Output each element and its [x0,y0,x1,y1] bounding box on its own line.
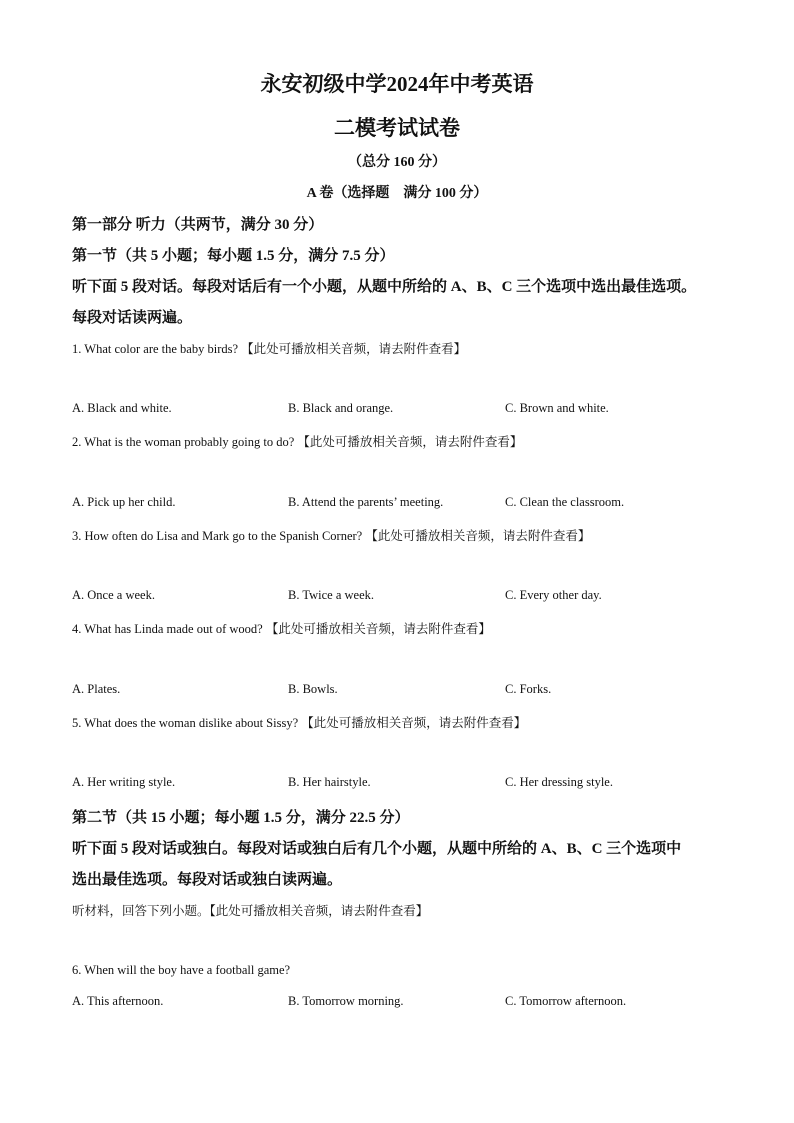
paper-a-heading: A 卷（选择题 满分 100 分） [306,186,488,201]
option-b: B. Twice a week. [288,588,375,602]
option-a: A. Plates. [72,682,121,696]
section2-heading: 第二节（共 15 小题；每小题 1.5 分，满分 22.5 分） [72,810,410,826]
question-stem: 2. What is the woman probably going to do? 【此处可播放相关音频，请去附件查看】 [72,435,523,449]
option-c: C. Her dressing style. [505,775,613,789]
section1-heading: 第一节（共 5 小题；每小题 1.5 分，满分 7.5 分） [72,248,395,264]
total-score: （总分 160 分） [348,155,446,170]
option-c: C. Every other day. [505,588,602,602]
option-c: C. Forks. [505,682,552,696]
question-stem: 4. What has Linda made out of wood? 【此处可播放相关音频，请去附件查看】 [72,622,491,636]
option-b: B. Tomorrow morning. [288,994,404,1008]
exam-title-line1: 永安初级中学2024年中考英语 [260,72,534,96]
question-stem: 5. What does the woman dislike about Sissy? 【此处可播放相关音频，请去附件查看】 [72,716,527,730]
section1-instruction-line2: 每段对话读两遍。 [72,310,193,326]
option-a: A. Pick up her child. [72,495,176,509]
option-a: A. This afternoon. [72,994,164,1008]
section1-instruction-line1: 听下面 5 段对话。每段对话后有一个小题，从题中所给的 A、B、C 三个选项中选出最佳选项。 [72,279,697,295]
option-c: C. Brown and white. [505,401,609,415]
exam-title-line2: 二模考试试卷 [334,116,460,140]
option-b: B. Attend the parents’ meeting. [288,495,444,509]
option-b: B. Black and orange. [288,401,394,415]
option-a: A. Once a week. [72,588,155,602]
section2-instruction-line1: 听下面 5 段对话或独白。每段对话或独白后有几个小题，从题中所给的 A、B、C 三个选项中 [72,841,682,857]
option-c: C. Tomorrow afternoon. [505,994,627,1008]
option-b: B. Her hairstyle. [288,775,371,789]
part1-heading: 第一部分 听力（共两节，满分 30 分） [72,217,324,233]
option-a: A. Her writing style. [72,775,176,789]
listening-material-note: 听材料，回答下列小题。【此处可播放相关音频，请去附件查看】 [72,904,429,918]
question-stem: 1. What color are the baby birds? 【此处可播放相关音频，请去附件查看】 [72,342,467,356]
question-stem: 6. When will the boy have a football game? [72,963,291,977]
option-c: C. Clean the classroom. [505,495,625,509]
question-stem: 3. How often do Lisa and Mark go to the Spanish Corner? 【此处可播放相关音频，请去附件查看】 [72,529,591,543]
section2-instruction-line2: 选出最佳选项。每段对话或独白读两遍。 [72,872,343,888]
option-b: B. Bowls. [288,682,338,696]
option-a: A. Black and white. [72,401,172,415]
